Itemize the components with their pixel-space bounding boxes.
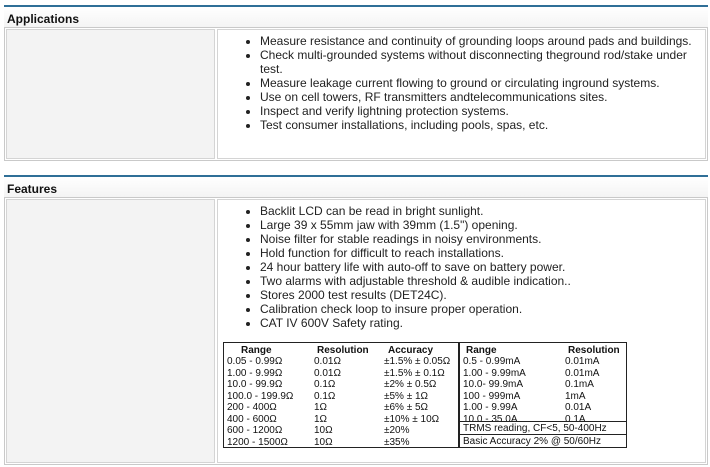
list-item: • Inspect and verify lightning protection systems. bbox=[260, 104, 697, 118]
table-cell: 0.1mA bbox=[565, 379, 594, 390]
table-cell: 1.00 - 9.99Ω bbox=[227, 367, 283, 379]
table-cell: ±6% ± 5Ω bbox=[384, 402, 429, 413]
table-cell: 1200 - 1500Ω bbox=[227, 436, 288, 448]
applications-list bbox=[260, 34, 697, 132]
table-cell: 10.0 - 35.0A bbox=[463, 413, 518, 425]
table-cell: 100 - 999mA bbox=[463, 390, 521, 402]
table-row bbox=[224, 414, 458, 426]
table-cell: 1.00 - 9.99A bbox=[463, 402, 518, 413]
list-item: • Stores 2000 test results (DET24C). bbox=[260, 288, 697, 302]
table-cell: 1mA bbox=[565, 390, 586, 402]
table-row bbox=[224, 425, 458, 437]
list-item: • Check multi-grounded systems without disconnecting theground rod/stake under test. bbox=[260, 48, 697, 76]
table-cell: 0.01Ω bbox=[314, 367, 341, 379]
range-header: Range bbox=[466, 345, 497, 356]
table-cell: 0.01mA bbox=[565, 367, 600, 379]
table-row bbox=[224, 379, 458, 391]
list-item: • Calibration check loop to insure proper operation. bbox=[260, 302, 697, 316]
accuracy-note: Basic Accuracy 2% @ 50/60Hz bbox=[463, 436, 601, 447]
list-item: • Measure resistance and continuity of grounding loops around pads and buildings. bbox=[260, 34, 697, 48]
table-cell: 0.01A bbox=[565, 402, 592, 413]
table-row bbox=[224, 356, 458, 368]
table-cell: 0.05 - 0.99Ω bbox=[227, 356, 283, 367]
table-row bbox=[460, 379, 626, 391]
table-cell: 10.0- 99.9mA bbox=[463, 379, 524, 390]
table-cell: 10.0 - 99.9Ω bbox=[227, 379, 283, 390]
table-cell: 0.01Ω bbox=[314, 356, 341, 367]
table-cell: 1Ω bbox=[314, 413, 328, 425]
resistance-spec-table bbox=[223, 342, 459, 448]
list-item: • Use on cell towers, RF transmitters andtelecommunications sites. bbox=[260, 90, 697, 104]
table-cell: 0.1Ω bbox=[314, 390, 336, 402]
features-section-title: Features bbox=[4, 175, 708, 197]
applications-section bbox=[4, 27, 708, 161]
applications-section-title: Applications bbox=[4, 5, 708, 27]
list-item: • Test consumer installations, including pools, spas, etc. bbox=[260, 118, 697, 132]
list-item: • Measure leakage current flowing to ground or circulating inground systems. bbox=[260, 76, 697, 90]
features-content-cell bbox=[217, 199, 706, 463]
applications-label-cell bbox=[6, 29, 215, 159]
table-cell: 0.01mA bbox=[565, 356, 600, 367]
list-item: • Noise filter for stable readings in noisy environments. bbox=[260, 232, 697, 246]
table-divider bbox=[460, 421, 626, 422]
range-header: Range bbox=[241, 345, 272, 356]
current-spec-table bbox=[459, 342, 627, 448]
table-cell: ±20% bbox=[384, 425, 410, 436]
table-cell: 0.1Ω bbox=[314, 379, 336, 390]
list-item: • CAT IV 600V Safety rating. bbox=[260, 316, 697, 330]
table-cell: 600 - 1200Ω bbox=[227, 425, 283, 436]
table-divider bbox=[460, 434, 626, 435]
table-row bbox=[460, 368, 626, 380]
table-cell: 0.1A bbox=[565, 413, 586, 425]
list-item: • Large 39 x 55mm jaw with 39mm (1.5") opening. bbox=[260, 218, 697, 232]
accuracy-header: Accuracy bbox=[388, 345, 434, 356]
table-row bbox=[460, 391, 626, 403]
table-cell: 100.0 - 199.9Ω bbox=[227, 390, 294, 402]
trms-note: TRMS reading, CF<5, 50-400Hz bbox=[463, 423, 607, 434]
list-item: • Two alarms with adjustable threshold & audible indication.. bbox=[260, 274, 697, 288]
table-cell: 1Ω bbox=[314, 402, 328, 413]
features-section bbox=[4, 197, 708, 465]
table-cell: ±1.5% ± 0.05Ω bbox=[384, 356, 451, 367]
table-cell: 0.5 - 0.99mA bbox=[463, 356, 521, 367]
list-item: • 24 hour battery life with auto-off to save on battery power. bbox=[260, 260, 697, 274]
list-item: • Backlit LCD can be read in bright sunlight. bbox=[260, 204, 697, 218]
table-cell: 10Ω bbox=[314, 436, 333, 448]
resolution-header: Resolution bbox=[568, 345, 620, 356]
table-cell: ±2% ± 0.5Ω bbox=[384, 379, 437, 390]
table-row bbox=[224, 368, 458, 380]
list-item: • Hold function for difficult to reach installations. bbox=[260, 246, 697, 260]
table-cell: 200 - 400Ω bbox=[227, 402, 277, 413]
table-row bbox=[224, 391, 458, 403]
resolution-header: Resolution bbox=[317, 345, 369, 356]
applications-content-cell bbox=[217, 29, 706, 159]
table-cell: ±35% bbox=[384, 436, 410, 448]
table-cell: ±1.5% ± 0.1Ω bbox=[384, 367, 445, 379]
table-cell: 1.00 - 9.99mA bbox=[463, 367, 526, 379]
table-cell: ±10% ± 10Ω bbox=[384, 413, 440, 425]
table-cell: ±5% ± 1Ω bbox=[384, 390, 429, 402]
table-row bbox=[460, 356, 626, 368]
table-cell: 400 - 600Ω bbox=[227, 413, 277, 425]
table-cell: 10Ω bbox=[314, 425, 333, 436]
features-list bbox=[260, 204, 697, 330]
table-row bbox=[224, 402, 458, 414]
table-row bbox=[224, 437, 458, 449]
features-label-cell bbox=[6, 199, 215, 463]
table-row bbox=[460, 402, 626, 414]
